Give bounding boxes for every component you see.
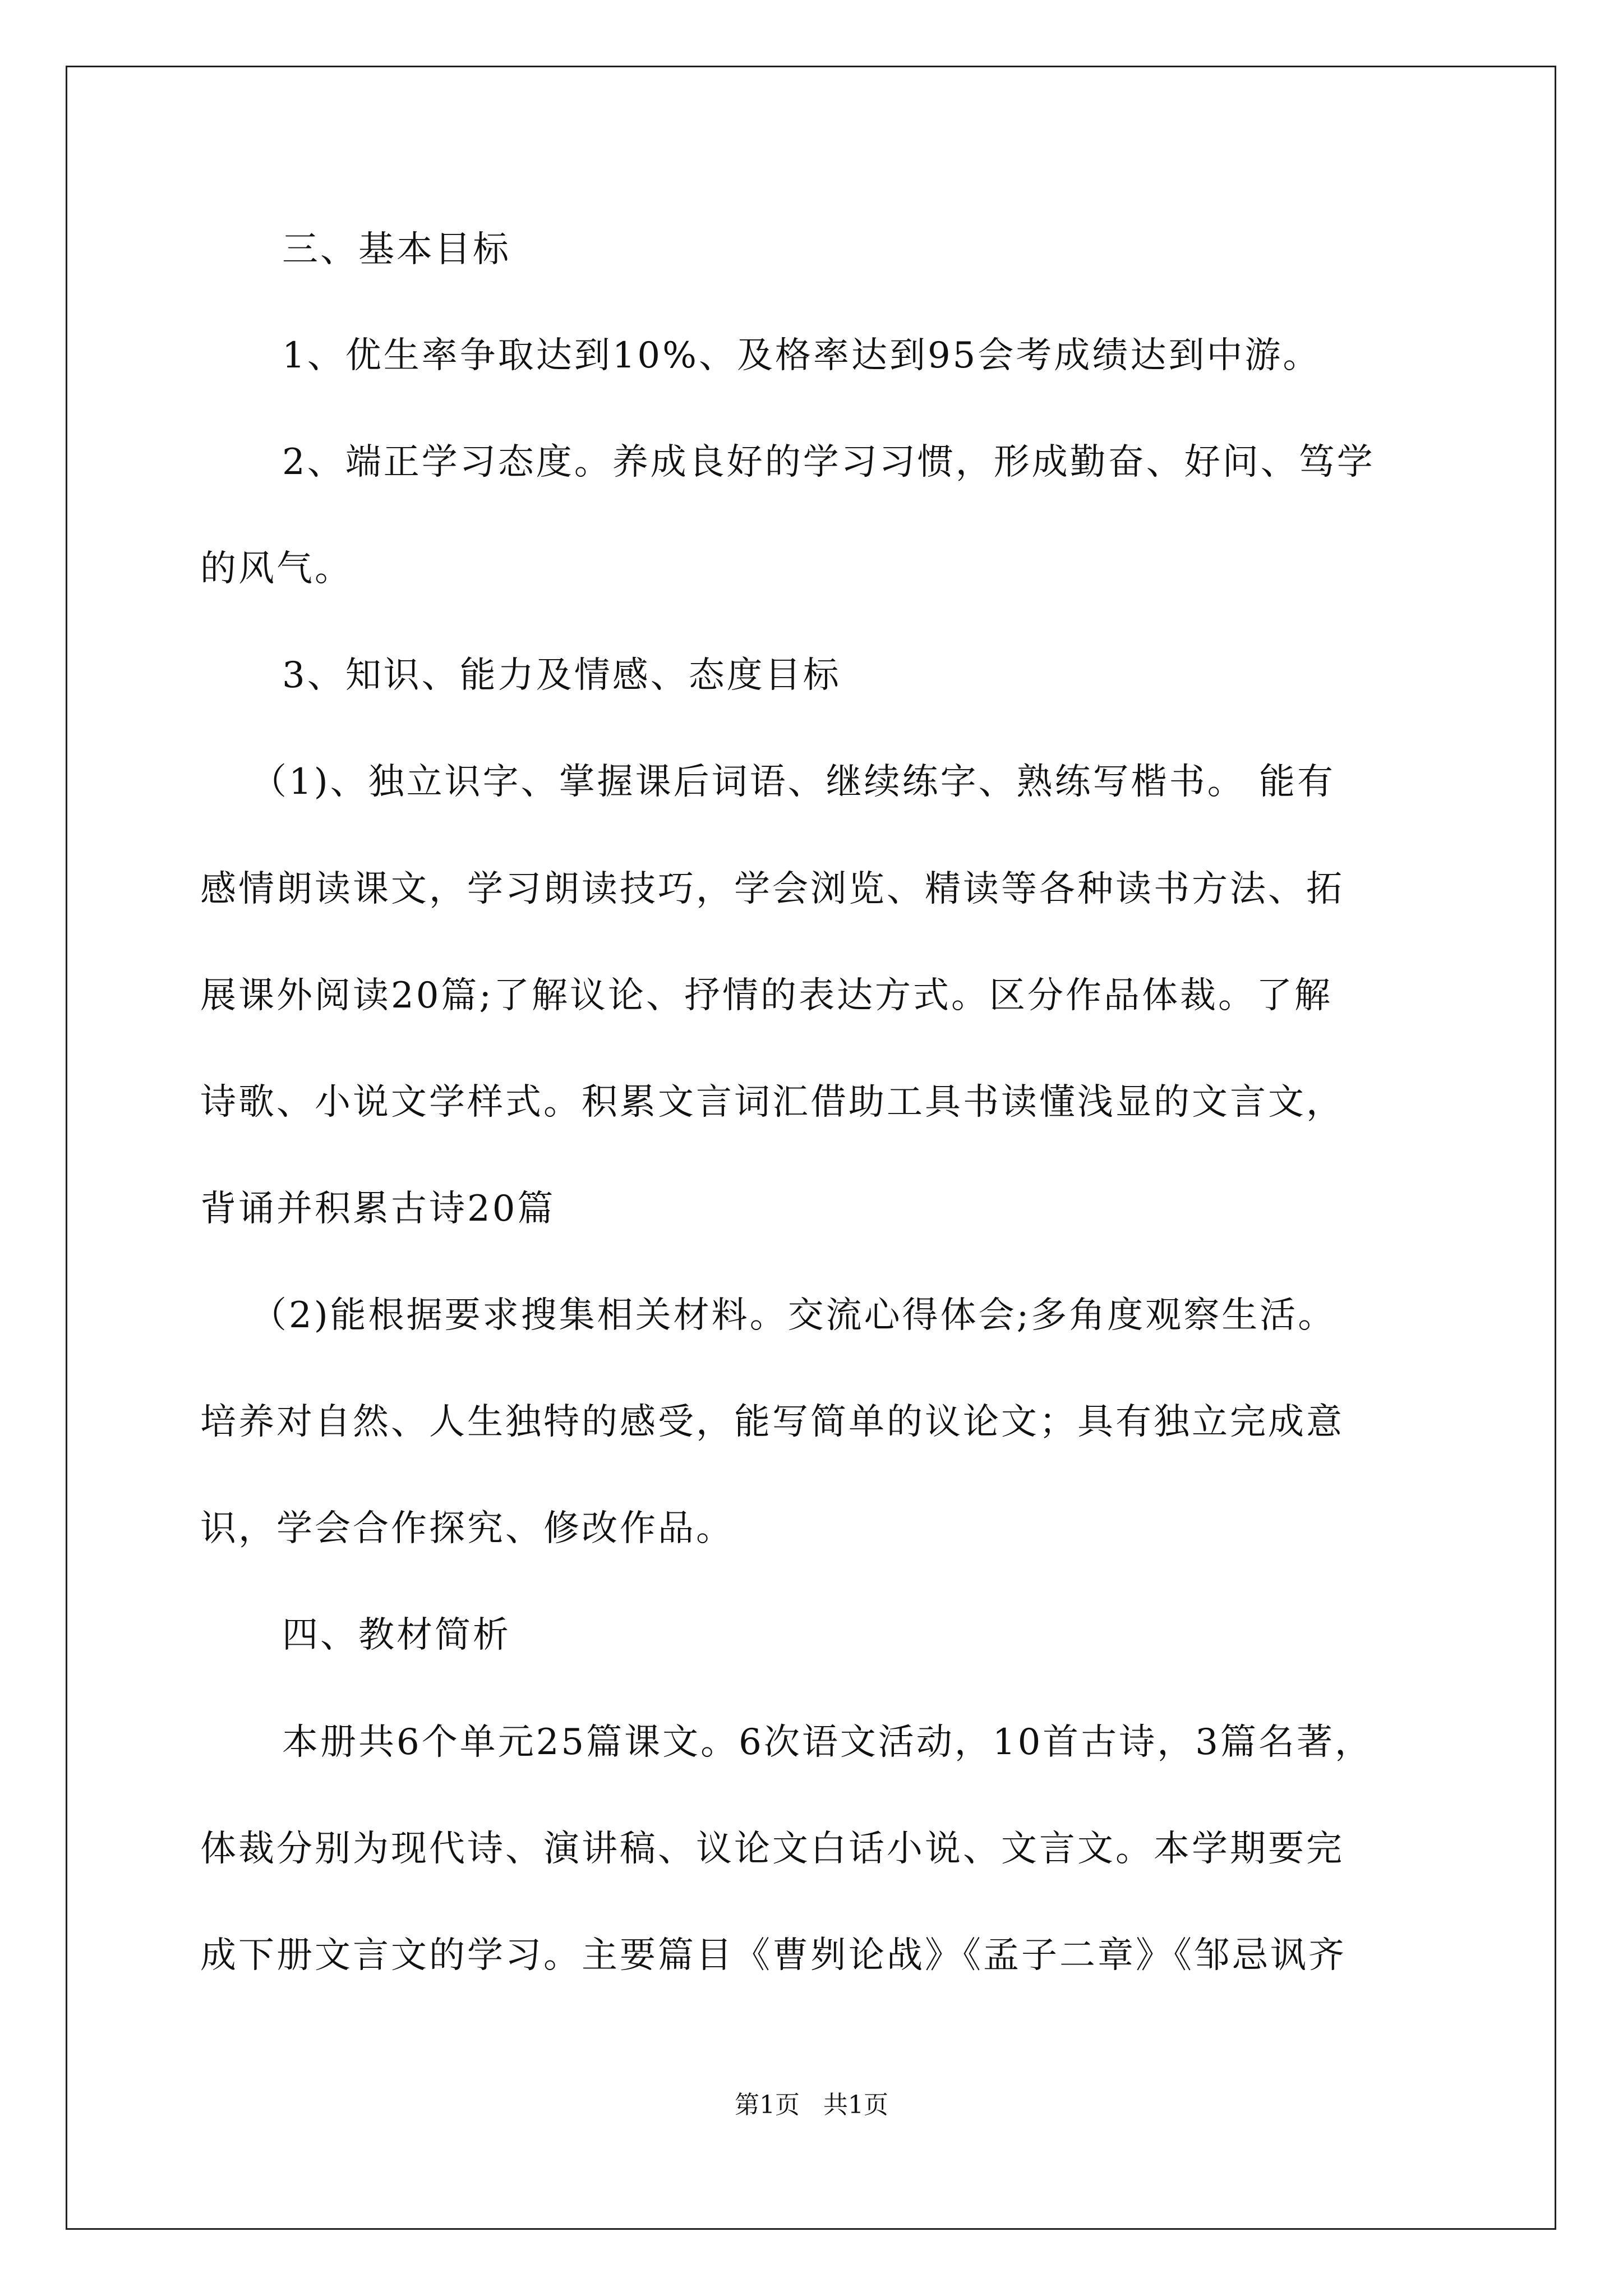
paragraph-line: 诗歌、小说文学样式。积累文言词汇借助工具书读懂浅显的文言文， [200, 1082, 1344, 1123]
heading-basic-goals: 三、基本目标 [282, 229, 511, 270]
paragraph-line: 识，学会合作探究、修改作品。 [200, 1508, 734, 1549]
paragraph-line: 培养对自然、人生独特的感受，能写简单的议论文；具有独立完成意 [200, 1401, 1344, 1443]
paragraph-line: （2)能根据要求搜集相关材料。交流心得体会;多角度观察生活。 [251, 1295, 1336, 1336]
subheading-goals: 3、知识、能力及情感、态度目标 [282, 655, 841, 696]
paragraph-line: 展课外阅读20篇;了解议论、抒情的表达方式。区分作品体裁。了解 [200, 975, 1332, 1016]
paragraph-line: 背诵并积累古诗20篇 [200, 1188, 556, 1230]
page-footer: 第1页 共1页 [735, 2091, 888, 2119]
paragraph-line: 本册共6个单元25篇课文。6次语文活动，10首古诗，3篇名著， [282, 1722, 1373, 1763]
page-border [66, 66, 1556, 2230]
paragraph-line: 1、优生率争取达到10%、及格率达到95会考成绩达到中游。 [282, 335, 1321, 376]
paragraph-line: 体裁分别为现代诗、演讲稿、议论文白话小说、文言文。本学期要完 [200, 1828, 1344, 1870]
paragraph-line: 成下册文言文的学习。主要篇目《曹刿论战》《孟子二章》《邹忌讽齐 [200, 1935, 1347, 1976]
heading-textbook-analysis: 四、教材简析 [282, 1614, 511, 1656]
paragraph-line: （1)、独立识字、掌握课后词语、继续练字、熟练写楷书。 能有 [251, 761, 1336, 803]
paragraph-line: 2、端正学习态度。养成良好的学习习惯，形成勤奋、好问、笃学 [282, 441, 1375, 483]
paragraph-line: 的风气。 [200, 548, 353, 590]
paragraph-line: 感情朗读课文，学习朗读技巧，学会浏览、精读等各种读书方法、拓 [200, 868, 1344, 910]
